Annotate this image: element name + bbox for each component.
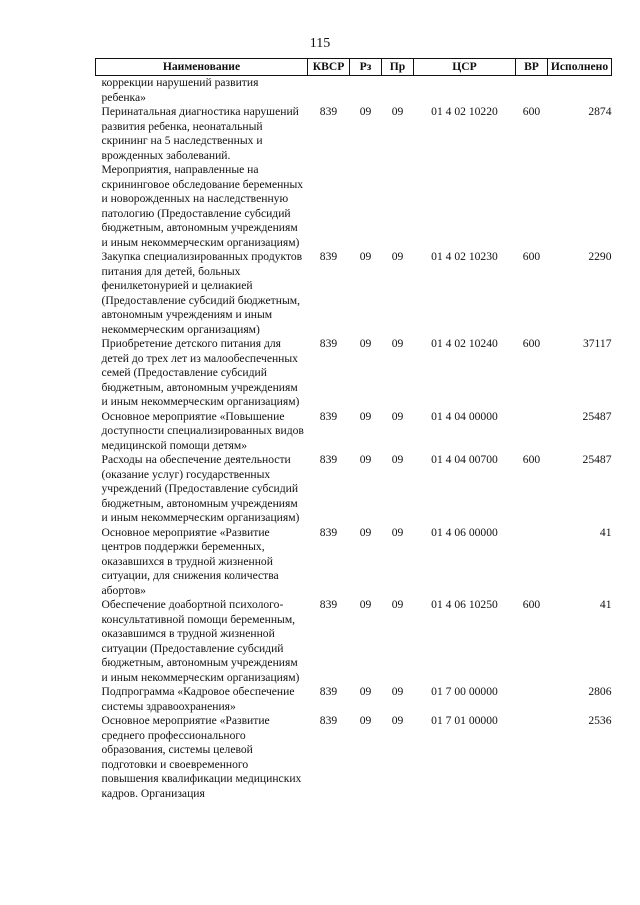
row-name: коррекции нарушений развития ребенка» xyxy=(101,76,259,104)
row-kvsr: 839 xyxy=(319,714,338,727)
row-name: Основное мероприятие «Развитие среднего профессионального образования, системы целевой подготовки и своевременного повышения квалификации медицинских кадров. Организация xyxy=(101,714,302,800)
table-row xyxy=(96,526,612,599)
row-pr: 09 xyxy=(391,250,404,263)
header-csr: ЦСР xyxy=(414,59,516,76)
row-rz: 09 xyxy=(359,685,372,698)
row-done: 41 xyxy=(599,598,612,611)
row-name: Приобретение детского питания для детей до трех лет из малообеспеченных семей (Предоставление субсидий бюджетным, автономным учреждениям и иным некоммерческим организациям) xyxy=(101,337,300,408)
row-kvsr: 839 xyxy=(319,250,338,263)
row-name: Закупка специализированных продуктов питания для детей, больных фенилкетонурией и целиакией (Предоставление субсидий бюджетным, автономным учреждениям и иным некоммерческим организациям) xyxy=(101,250,303,336)
row-vr xyxy=(516,163,548,250)
row-name: Перинатальная диагностика нарушений развития ребенка, неонатальный скрининг на 5 наследственных и врожденных заболеваний. xyxy=(101,105,299,162)
row-kvsr: 839 xyxy=(319,525,338,539)
row-pr xyxy=(382,76,414,106)
header-rz: Рз xyxy=(350,59,382,76)
table-row xyxy=(96,337,612,410)
row-rz: 09 xyxy=(359,598,372,611)
row-rz: 09 xyxy=(359,337,372,350)
row-kvsr xyxy=(308,163,350,250)
row-rz: 09 xyxy=(359,105,372,118)
row-vr xyxy=(516,685,548,714)
row-csr: 01 7 00 00000 xyxy=(431,685,498,698)
row-pr: 09 xyxy=(391,598,404,611)
row-vr: 600 xyxy=(522,250,541,263)
table-row xyxy=(96,250,612,337)
row-csr: 01 4 02 10230 xyxy=(431,250,498,263)
row-kvsr: 839 xyxy=(319,453,338,466)
header-pr: Пр xyxy=(382,59,414,76)
header-done: Исполнено xyxy=(548,59,612,76)
row-csr: 01 4 02 10240 xyxy=(431,337,498,350)
row-kvsr: 839 xyxy=(319,685,338,698)
header-name: Наименование xyxy=(96,59,308,76)
row-name: Обеспечение доабортной психолого-консультативной помощи беременным, оказавшимся в трудной жизненной ситуации (Предоставление субсидий бюджетным, автономным учреждениям и иным некоммерческим организациям) xyxy=(101,598,300,684)
table-row xyxy=(96,714,612,801)
row-kvsr: 839 xyxy=(319,598,338,611)
row-vr xyxy=(516,526,548,599)
row-done: 41 xyxy=(599,525,612,539)
row-vr xyxy=(516,410,548,454)
row-done: 37117 xyxy=(582,337,612,350)
row-csr: 01 4 06 00000 xyxy=(431,525,498,539)
row-pr: 09 xyxy=(391,409,404,423)
budget-table xyxy=(95,58,612,801)
table-row xyxy=(96,105,612,163)
row-csr: 01 4 04 00700 xyxy=(431,453,498,466)
row-pr: 09 xyxy=(391,714,404,727)
table-row xyxy=(96,598,612,685)
page-number: 115 xyxy=(309,36,331,51)
row-rz: 09 xyxy=(359,714,372,727)
row-rz: 09 xyxy=(359,250,372,263)
row-csr xyxy=(414,163,516,250)
row-csr: 01 4 02 10220 xyxy=(431,105,498,118)
row-rz: 09 xyxy=(359,409,372,423)
table-row xyxy=(96,163,612,250)
row-name: Основное мероприятие «Развитие центров поддержки беременных, оказавшихся в трудной жизненной ситуации, для снижения количества абортов» xyxy=(101,525,279,597)
row-done: 25487 xyxy=(582,453,612,466)
row-csr: 01 4 04 00000 xyxy=(431,409,498,423)
row-rz xyxy=(350,163,382,250)
row-csr xyxy=(414,76,516,106)
row-name: Мероприятия, направленные на скрининговое обследование беременных и новорожденных на наследственную патологию (Предоставление субсидий бюджетным, автономным учреждениям и иным некоммерческим организациям) xyxy=(101,163,304,249)
row-vr: 600 xyxy=(522,337,541,350)
row-pr: 09 xyxy=(391,685,404,698)
row-done xyxy=(548,163,612,250)
row-name: Основное мероприятие «Повышение доступности специализированных видов медицинской помощи детям» xyxy=(101,409,304,452)
row-pr xyxy=(382,163,414,250)
row-pr: 09 xyxy=(391,525,404,539)
row-rz: 09 xyxy=(359,453,372,466)
row-csr: 01 7 01 00000 xyxy=(431,714,498,727)
table-row xyxy=(96,453,612,526)
row-done: 2290 xyxy=(588,250,612,263)
table-header-row xyxy=(96,59,612,76)
row-kvsr: 839 xyxy=(319,337,338,350)
row-kvsr xyxy=(308,76,350,106)
header-vr: ВР xyxy=(516,59,548,76)
table-row xyxy=(96,76,612,106)
row-rz: 09 xyxy=(359,525,372,539)
row-kvsr: 839 xyxy=(319,409,338,423)
row-rz xyxy=(350,76,382,106)
table-row xyxy=(96,410,612,454)
row-done: 2806 xyxy=(588,685,612,698)
row-vr: 600 xyxy=(522,105,541,118)
row-pr: 09 xyxy=(391,453,404,466)
row-vr xyxy=(516,714,548,801)
row-vr: 600 xyxy=(522,598,541,611)
row-vr: 600 xyxy=(522,453,541,466)
table-row xyxy=(96,685,612,714)
row-done: 25487 xyxy=(582,409,612,423)
row-kvsr: 839 xyxy=(319,105,338,118)
row-done xyxy=(548,76,612,106)
row-pr: 09 xyxy=(391,105,404,118)
header-kvsr: КВСР xyxy=(308,59,350,76)
row-vr xyxy=(516,76,548,106)
row-pr: 09 xyxy=(391,337,404,350)
row-done: 2536 xyxy=(588,714,612,727)
row-done: 2874 xyxy=(588,105,612,118)
row-csr: 01 4 06 10250 xyxy=(431,598,498,611)
row-name: Подпрограмма «Кадровое обеспечение системы здравоохранения» xyxy=(101,685,295,713)
row-name: Расходы на обеспечение деятельности (оказание услуг) государственных учреждений (Предоставление субсидий бюджетным, автономным учреждениям и иным некоммерческим организациям) xyxy=(101,453,300,524)
